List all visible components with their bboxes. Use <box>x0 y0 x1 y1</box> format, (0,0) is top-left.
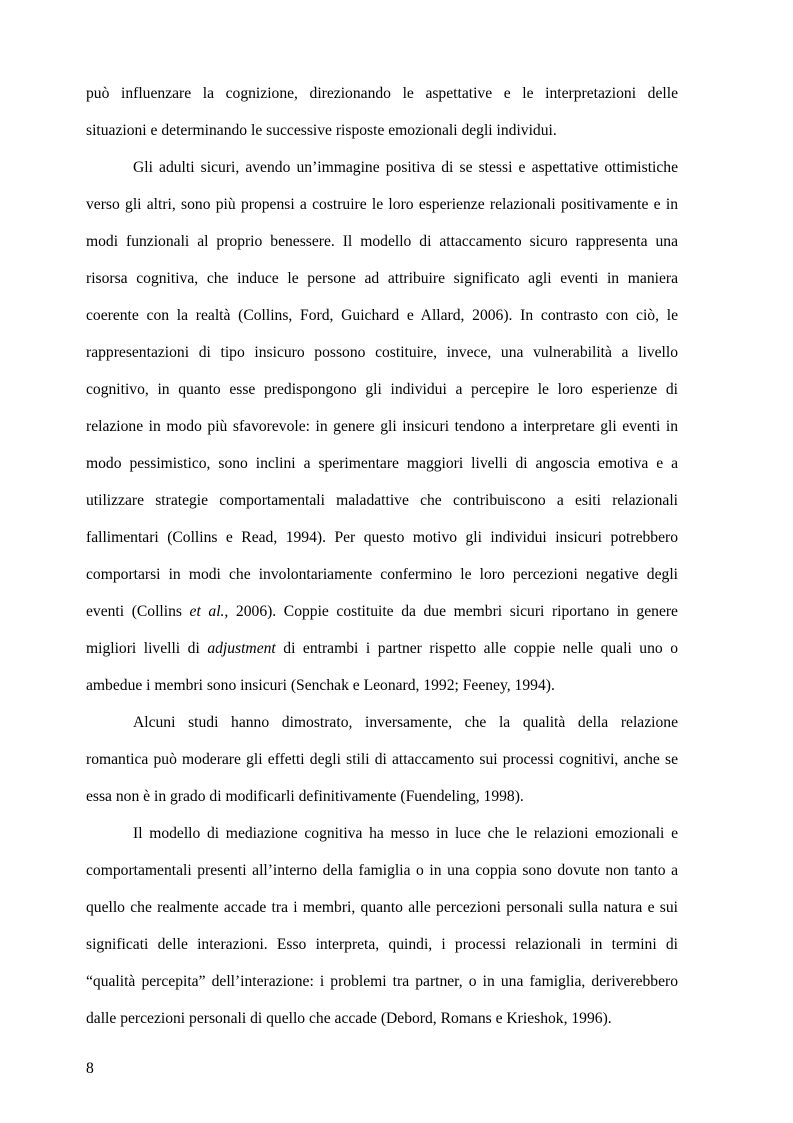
text-line: può influenzare la cognizione, direzionando le aspettative e le interpretazioni delle <box>86 85 678 102</box>
text-line: relazione in modo più sfavorevole: in genere gli insicuri tendono a interpretare gli eventi in <box>86 418 678 435</box>
text-line: fallimentari (Collins e Read, 1994). Per questo motivo gli individui insicuri potrebbero <box>86 529 678 546</box>
paragraph-4 <box>86 819 678 1041</box>
text-line: risorsa cognitiva, che induce le persone ad attribuire significato agli eventi in maniera <box>86 270 678 287</box>
text-line: essa non è in grado di modificarli definitivamente (Fuendeling, 1998). <box>86 788 524 805</box>
text-line: comportarsi in modi che involontariamente confermino le loro percezioni negative degli <box>86 566 678 583</box>
text-line: dalle percezioni personali di quello che accade (Debord, Romans e Krieshok, 1996). <box>86 1010 612 1027</box>
paragraph-3 <box>86 708 678 819</box>
text-run: migliori livelli di <box>86 640 208 657</box>
text-line: Gli adulti sicuri, avendo un’immagine positiva di se stessi e aspettative ottimistiche <box>133 159 678 176</box>
text-line: Alcuni studi hanno dimostrato, inversamente, che la qualità della relazione <box>133 714 678 731</box>
text-line: coerente con la realtà (Collins, Ford, Guichard e Allard, 2006). In contrasto con ciò, le <box>86 307 678 324</box>
text-line: Il modello di mediazione cognitiva ha messo in luce che le relazioni emozionali e <box>133 825 678 842</box>
paragraph-1 <box>86 79 678 153</box>
italic-term: adjustment <box>207 640 276 657</box>
text-run: 2006). Coppie costituite da due membri sicuri riportano in genere <box>228 603 678 620</box>
text-line: verso gli altri, sono più propensi a costruire le loro esperienze relazionali positivamente e in <box>86 196 678 213</box>
page-number: 8 <box>86 1060 94 1077</box>
text-line: “qualità percepita” dell’interazione: i problemi tra partner, o in una famiglia, deriverebbero <box>86 973 678 990</box>
text-line: romantica può moderare gli effetti degli stili di attaccamento sui processi cognitivi, anche se <box>86 751 678 768</box>
page-body <box>86 79 678 1041</box>
text-line: modo pessimistico, sono inclini a sperimentare maggiori livelli di angoscia emotiva e a <box>86 455 678 472</box>
italic-citation: et al., <box>189 603 229 620</box>
text-line: cognitivo, in quanto esse predispongono gli individui a percepire le loro esperienze di <box>86 381 678 398</box>
text-line <box>86 597 678 634</box>
text-run: di entrambi i partner rispetto alle coppie nelle quali uno o <box>275 640 678 657</box>
paragraph-2 <box>86 153 678 708</box>
text-line: utilizzare strategie comportamentali maladattive che contribuiscono a esiti relazionali <box>86 492 678 509</box>
text-line: rappresentazioni di tipo insicuro possono costituire, invece, una vulnerabilità a livello <box>86 344 678 361</box>
text-line: quello che realmente accade tra i membri, quanto alle percezioni personali sulla natura e sui <box>86 899 678 916</box>
text-line: ambedue i membri sono insicuri (Senchak e Leonard, 1992; Feeney, 1994). <box>86 677 555 694</box>
text-run: eventi (Collins <box>86 603 190 620</box>
text-line <box>86 634 678 671</box>
text-line: significati delle interazioni. Esso interpreta, quindi, i processi relazionali in termini di <box>86 936 678 953</box>
text-line: situazioni e determinando le successive risposte emozionali degli individui. <box>86 122 557 139</box>
text-line: modi funzionali al proprio benessere. Il modello di attaccamento sicuro rappresenta una <box>86 233 678 250</box>
text-line: comportamentali presenti all’interno della famiglia o in una coppia sono dovute non tanto a <box>86 862 678 879</box>
